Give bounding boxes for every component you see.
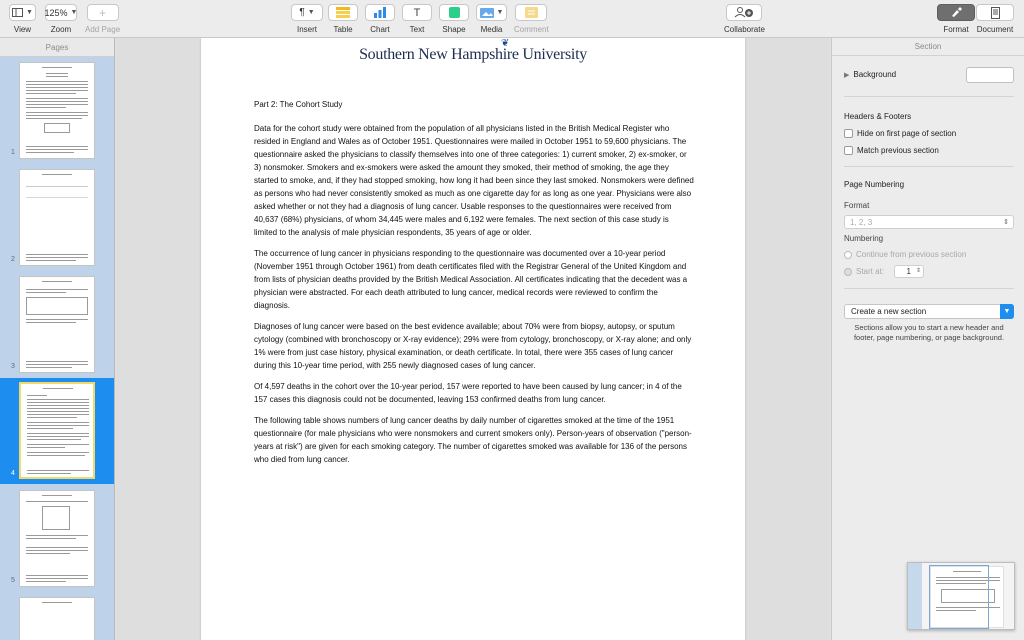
comment-label: Comment	[514, 25, 549, 34]
stepper-arrows-icon: ⇕	[915, 268, 921, 274]
chevron-down-icon: ▼	[496, 9, 504, 16]
paragraph[interactable]: The following table shows numbers of lung cancer deaths by daily number of cigarettes smoked at the time of the 1951 questionnaire (for male physicians who were nonsmokers and current smokers only). Person-years of observation ("person-years at risk") are given for each smoking category. The number of cigarettes smoked was available for 136 of the persons who died from lung cancer.	[254, 416, 692, 464]
zoom-value: 125%	[44, 7, 68, 18]
create-section-button[interactable]	[844, 304, 1014, 319]
page-numbering-title: Page Numbering	[844, 180, 905, 189]
shape-icon	[449, 7, 460, 18]
paragraph[interactable]: The occurrence of lung cancer in physicians responding to the questionnaire was documented over a 10-year period (November 1951 through October 1961) from death certificates filed with the Registrar General of the United Kingdom and from lists of physician deaths provided by the British Medical Association. All certificates indicating that the decedent was a physician were abstracted. For each death attributed to lung cancer, medical records were reviewed to confirm the diagnosis.	[254, 249, 688, 310]
thumbnail-image	[19, 62, 95, 159]
image-icon	[480, 8, 494, 18]
add-page-control[interactable]	[85, 4, 120, 34]
text-box-icon: T	[413, 6, 421, 19]
document-control[interactable]	[976, 4, 1014, 34]
table-icon	[336, 7, 350, 18]
divider	[844, 288, 1014, 289]
thumbnail-image	[19, 382, 95, 479]
document-icon	[991, 7, 1000, 19]
text-label: Text	[409, 25, 425, 34]
page-thumbnail-1[interactable]	[0, 59, 115, 163]
create-section-label: Create a new section	[851, 307, 927, 316]
section-heading[interactable]: Part 2: The Cohort Study	[254, 100, 343, 109]
sections-help-text: Sections allow you to start a new header and footer, page numbering, or page background.	[853, 323, 1005, 342]
thumbnail-image	[19, 490, 95, 587]
up-down-chevron-icon: ⇕	[1003, 219, 1009, 226]
hide-first-page-checkbox[interactable]	[844, 129, 853, 138]
hide-first-page-option[interactable]	[844, 129, 956, 138]
page-thumbnail-3[interactable]	[0, 273, 115, 377]
navigator-viewport[interactable]	[929, 565, 989, 629]
start-at-option[interactable]	[844, 267, 884, 276]
chart-control[interactable]	[365, 4, 395, 34]
page-number: 5	[11, 577, 15, 584]
collaborate-button[interactable]	[726, 4, 762, 21]
divider	[844, 96, 1014, 97]
continue-label: Continue from previous section	[856, 250, 967, 259]
format-label: Format	[943, 25, 969, 34]
shape-button[interactable]	[439, 4, 469, 21]
disclosure-triangle-icon: ▶	[844, 72, 850, 79]
page-number: 3	[11, 363, 15, 370]
background-disclosure[interactable]	[844, 70, 896, 79]
paragraph[interactable]: Diagnoses of lung cancer were based on the best evidence available; about 70% were from biopsy, autopsy, or sputum cytology (combined with bronchoscopy or X-ray evidence); 29% were from cytology, bronchoscopy, or X-ray alone; and only 1% were from just case history, physical examination, or death certificate. In total, there were 355 cases of lung cancer during this 10-year time period, with 255 newly diagnosed cases of lung cancer.	[254, 322, 692, 370]
start-at-value: 1	[906, 267, 911, 276]
text-button[interactable]	[402, 4, 432, 21]
format-field-label: Format	[844, 201, 870, 210]
background-color-well[interactable]	[966, 67, 1014, 83]
chevron-down-icon: ▼	[26, 9, 33, 16]
media-control[interactable]	[476, 4, 507, 34]
page-thumbnail-4[interactable]	[0, 378, 115, 484]
page-thumbnail-5[interactable]	[0, 487, 115, 591]
sidebar-icon	[12, 8, 23, 17]
plus-icon: +	[99, 5, 107, 20]
media-label: Media	[480, 25, 503, 34]
insert-label: Insert	[296, 25, 317, 34]
match-previous-option[interactable]	[844, 146, 939, 155]
page-thumbnail-6[interactable]	[0, 594, 115, 640]
chart-label: Chart	[370, 25, 390, 34]
format-inspector	[831, 38, 1024, 640]
headers-footers-title: Headers & Footers	[844, 112, 912, 121]
collaborate-icon	[734, 7, 754, 18]
match-previous-checkbox[interactable]	[844, 146, 853, 155]
page-thumbnails-sidebar	[0, 38, 115, 640]
continue-option[interactable]	[844, 250, 966, 259]
chevron-down-icon[interactable]: ▼	[1000, 304, 1014, 319]
university-logo: Southern New Hampshire University	[359, 46, 587, 63]
toolbar	[0, 0, 1024, 38]
insert-control[interactable]	[291, 4, 323, 34]
comment-control[interactable]	[514, 4, 549, 34]
continue-radio[interactable]	[844, 251, 852, 259]
number-format-value: 1, 2, 3	[850, 218, 873, 227]
hide-first-page-label: Hide on first page of section	[857, 129, 957, 138]
page-navigator[interactable]	[907, 562, 1015, 630]
thumbnail-image	[19, 597, 95, 640]
chevron-down-icon: ▼	[70, 9, 78, 16]
body-text[interactable]	[254, 122, 694, 474]
comment-button[interactable]	[515, 4, 547, 21]
media-button[interactable]	[476, 4, 507, 21]
document-button[interactable]	[976, 4, 1014, 21]
page-number: 4	[11, 470, 15, 477]
insert-button[interactable]	[291, 4, 323, 21]
background-label: Background	[853, 70, 897, 79]
divider	[844, 166, 1014, 167]
add-page-button[interactable]	[87, 4, 119, 21]
pages-header: Pages	[0, 38, 114, 57]
table-button[interactable]	[328, 4, 358, 21]
chevron-down-icon: ▼	[307, 9, 315, 16]
collaborate-control[interactable]	[724, 4, 765, 34]
number-format-select[interactable]	[844, 215, 1014, 229]
view-control[interactable]	[9, 4, 36, 34]
numbering-field-label: Numbering	[844, 234, 884, 243]
page-thumbnail-2[interactable]	[0, 166, 115, 270]
paintbrush-icon	[950, 7, 962, 18]
paragraph-icon: ¶	[299, 7, 305, 18]
match-previous-label: Match previous section	[857, 146, 939, 155]
zoom-select[interactable]	[45, 4, 77, 21]
format-control[interactable]	[937, 4, 975, 34]
add-page-label: Add Page	[85, 25, 121, 34]
start-at-radio[interactable]	[844, 268, 852, 276]
bar-chart-icon	[373, 7, 387, 18]
navigator-sidebar	[908, 563, 922, 630]
comment-icon	[525, 7, 538, 18]
zoom-label: Zoom	[50, 25, 72, 34]
university-logo-icon: ❦	[501, 38, 510, 49]
thumbnail-image	[19, 276, 95, 373]
start-at-label: Start at:	[856, 267, 885, 276]
paragraph[interactable]: Of 4,597 deaths in the cohort over the 10-year period, 157 were reported to have been caused by lung cancer; in 4 of the 157 cases this diagnosis could not be documented, leaving 153 confirmed deaths from lung cancer.	[254, 382, 682, 404]
text-control[interactable]	[402, 4, 432, 34]
page-number: 2	[11, 256, 15, 263]
shape-label: Shape	[442, 25, 466, 34]
zoom-control[interactable]	[45, 4, 77, 34]
table-control[interactable]	[328, 4, 358, 34]
format-button[interactable]	[937, 4, 975, 21]
start-at-stepper[interactable]	[894, 265, 924, 278]
paragraph[interactable]: Data for the cohort study were obtained from the population of all physicians listed in the British Medical Register who resided in England and Wales as of October 1951. Questionnaires were mailed in October 1951 to 59,600 physicians. The questionnaire asked the physicians to classify themselves into one of three categories: 1) current smoker, 2) ex-smoker, or 3) nonsmoker. Smokers and ex-smokers were asked the amount they smoked, their method of smoking, the age they started to smoke, and, if they had stopped smoking, how long it had been since they last smoked. Nonsmokers were defined as persons who had never consistently smoked as much as one cigarette day for as long as one year. Physicians were also asked whether or not they had a diagnosis of lung cancer. Usable responses to the questionnaires were received from 40,637 (68%) physicians, of whom 34,445 were males and 6,192 were females. The next section of this case study is limited to the analysis of male physician respondents, 35 years of age or older.	[254, 124, 694, 237]
document-label: Document	[976, 25, 1014, 34]
shape-control[interactable]	[439, 4, 469, 34]
sidebar-view-button[interactable]	[9, 4, 36, 21]
page-number: 1	[11, 149, 15, 156]
document-canvas[interactable]	[116, 38, 830, 640]
thumbnail-image	[19, 169, 95, 266]
collaborate-label: Collaborate	[724, 25, 765, 34]
inspector-header: Section	[832, 38, 1024, 56]
view-label: View	[13, 25, 32, 34]
chart-button[interactable]	[365, 4, 395, 21]
document-page[interactable]	[201, 38, 745, 640]
table-label: Table	[333, 25, 353, 34]
